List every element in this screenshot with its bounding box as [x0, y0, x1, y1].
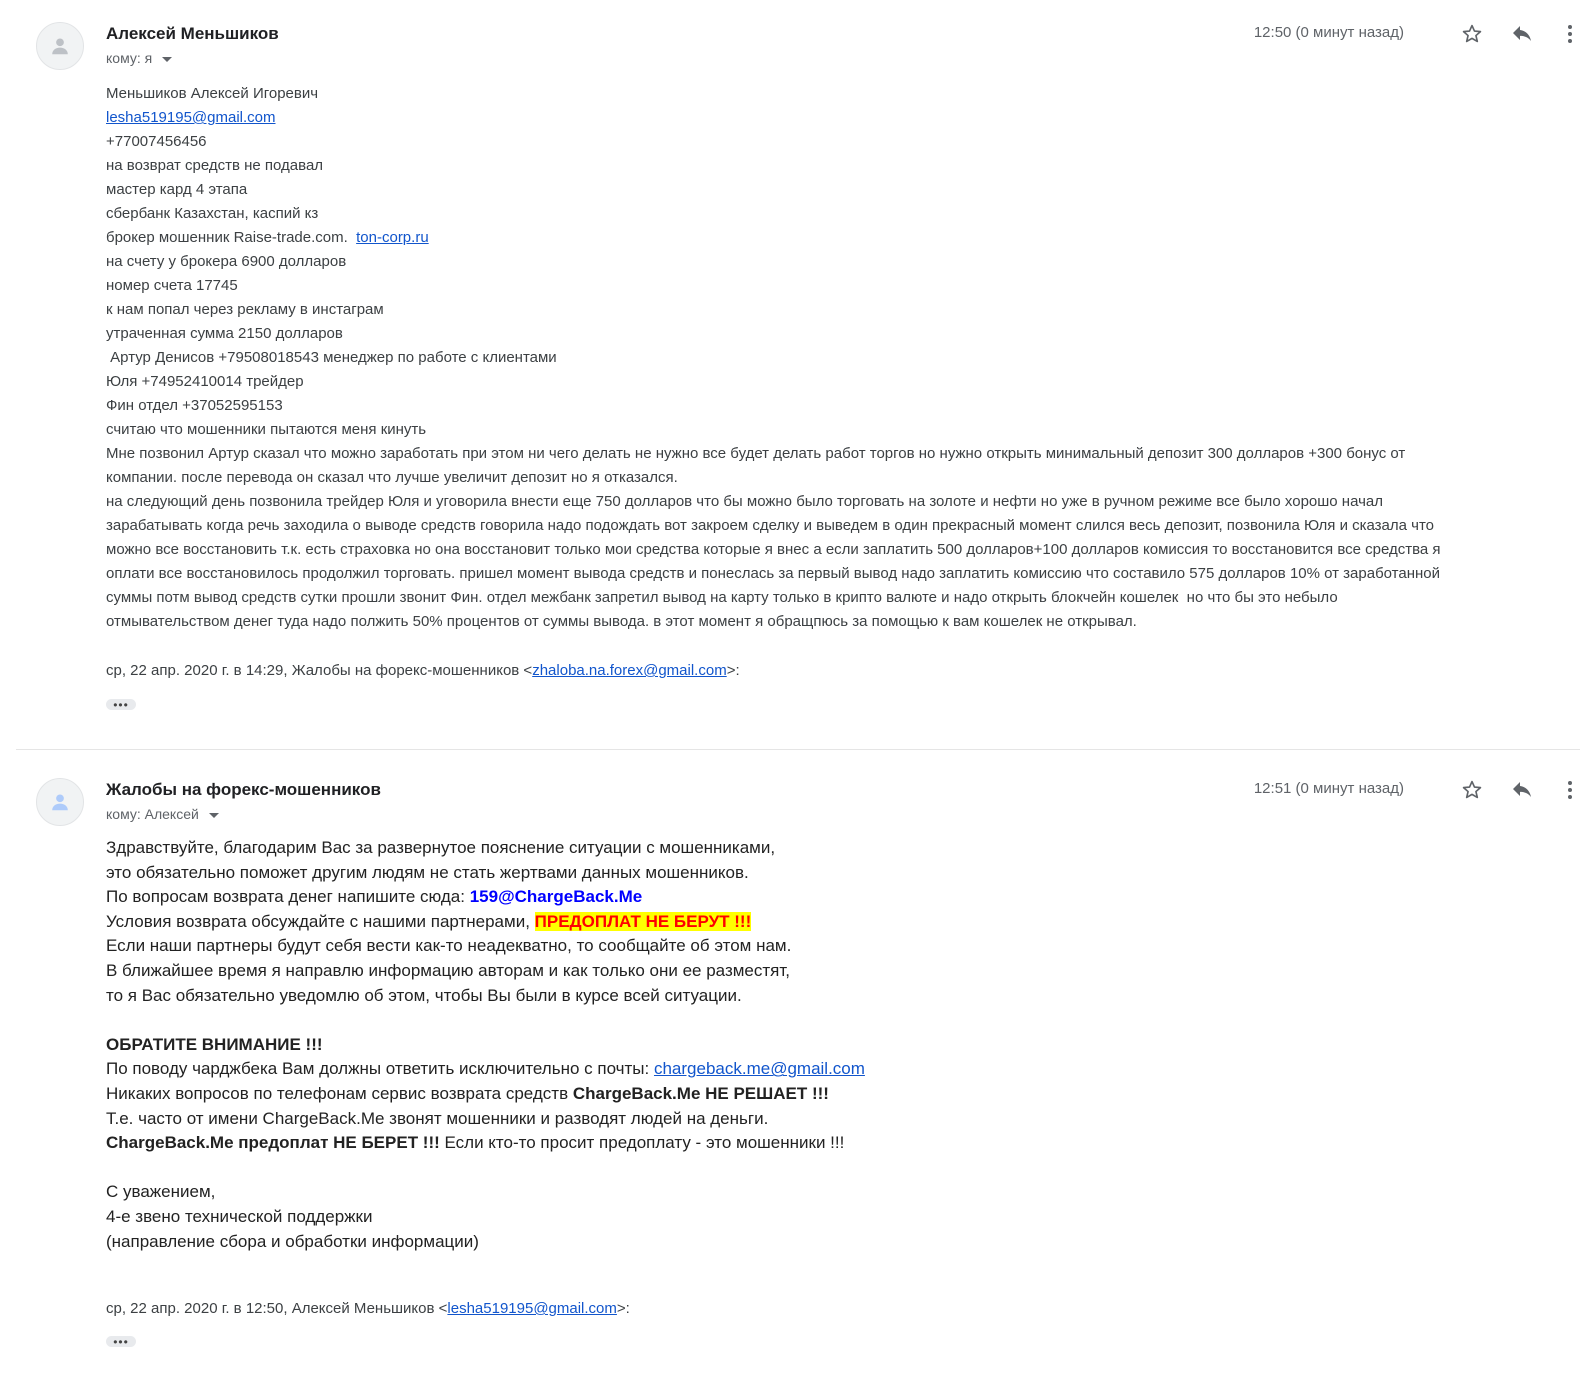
signature-line: (направление сбора и обработки информации) — [106, 1231, 479, 1251]
support-email[interactable]: 159@ChargeBack.Me — [469, 887, 643, 907]
blank-line — [106, 1008, 1206, 1033]
recipient-label: кому: я — [106, 50, 153, 66]
body-line: Никаких вопросов по телефонам сервис возврата средств — [106, 1083, 573, 1103]
message-timestamp: 12:51 (0 минут назад) — [1253, 780, 1404, 797]
body-line: сбербанк Казахстан, каспий кз — [106, 205, 319, 222]
message-body — [106, 836, 1206, 1254]
bold-text: ChargeBack.Me предоплат НЕ БЕРЕТ !!! — [106, 1133, 440, 1153]
body-line: номер счета 17745 — [106, 277, 238, 294]
recipient-label: кому: Алексей — [106, 806, 199, 822]
recipient-dropdown[interactable] — [106, 806, 219, 822]
message-timestamp: 12:50 (0 минут назад) — [1253, 24, 1404, 41]
blank-line — [106, 1156, 1206, 1181]
ton-corp-link[interactable]: ton-corp.ru — [356, 229, 429, 246]
attention-heading: ОБРАТИТЕ ВНИМАНИЕ !!! — [106, 1034, 323, 1054]
signature-line: 4-е звено технической поддержки — [106, 1206, 373, 1226]
sender-avatar[interactable] — [36, 778, 84, 826]
body-line: +77007456456 — [106, 133, 207, 150]
body-line: Фин отдел +37052595153 — [106, 397, 283, 414]
person-icon — [49, 791, 71, 813]
reply-button[interactable] — [1506, 18, 1538, 50]
quote-suffix: >: — [726, 662, 740, 679]
person-icon — [49, 35, 71, 57]
body-line: на возврат средств не подавал — [106, 157, 324, 174]
body-line: Условия возврата обсуждайте с нашими партнерами, — [106, 911, 535, 931]
bold-text: ChargeBack.Me НЕ РЕШАЕТ !!! — [572, 1083, 829, 1103]
sender-name[interactable]: Алексей Меньшиков — [106, 24, 279, 43]
more-options-button[interactable] — [1554, 774, 1586, 806]
sender-email-link[interactable]: lesha519195@gmail.com — [106, 109, 276, 126]
message-divider — [16, 749, 1580, 750]
ellipsis-icon: ••• — [113, 1334, 129, 1349]
reply-icon — [1510, 22, 1534, 46]
show-trimmed-content-button[interactable] — [106, 699, 136, 710]
reply-icon — [1510, 778, 1534, 802]
body-line: отмывательством денег туда надо полжить 50% процентов от суммы вывода. в этот момент я обращпюсь за помощью к вам кошелек не открывал. — [106, 613, 1137, 630]
body-line: на счету у брокера 6900 долларов — [106, 253, 347, 270]
quoted-header — [106, 1300, 630, 1317]
star-button[interactable] — [1456, 774, 1488, 806]
body-line: В ближайшее время я направлю информацию авторам и как только они ее разместят, — [106, 960, 791, 980]
quote-email-link[interactable]: lesha519195@gmail.com — [447, 1300, 617, 1317]
body-line: можно все восстановить т.к. есть страховка но она восстановит только мои средства которые я внес а если заплатить 500 долларов+100 долларов комиссия то восстановится все средства я — [106, 541, 1441, 558]
body-line: По поводу чарджбека Вам должны ответить исключительно с почты: — [106, 1059, 654, 1079]
body-line: Мне позвонил Артур сказал что можно заработать при этом ни чего делать не нужно все будет делать работ торгов но нужно открыть минимальный депозит 300 долларов +300 бонус от — [106, 445, 1406, 462]
body-line: Если наши партнеры будут себя вести как-то неадекватно, то сообщайте об этом нам. — [106, 936, 792, 956]
body-line: оплати все восстановилось продолжил торговать. пришел момент вывода средств и понеслась за первый вывод надо заплатить комиссию что составило 575 долларов 10% от заработанной — [106, 565, 1441, 582]
ellipsis-icon: ••• — [113, 697, 129, 712]
star-icon — [1461, 779, 1483, 801]
body-line: Меньшиков Алексей Игоревич — [106, 85, 319, 102]
chevron-down-icon[interactable] — [162, 57, 172, 62]
sender-avatar[interactable] — [36, 22, 84, 70]
more-vert-icon — [1567, 780, 1573, 800]
body-line: то я Вас обязательно уведомлю об этом, чтобы Вы были в курсе всей ситуации. — [106, 985, 742, 1005]
body-line: По вопросам возврата денег напишите сюда: — [106, 887, 470, 907]
star-icon — [1461, 23, 1483, 45]
body-line: Артур Денисов +79508018543 менеджер по работе с клиентами — [106, 349, 557, 366]
body-line: зарабатывать когда речь заходила о выводе средств говорила надо подождать вот закроем сделку и выведем в один прекрасный момент слился весь депозит, позвонила Юля и сказала что — [106, 517, 1435, 534]
body-line: на следующий день позвонила трейдер Юля и уговорила внести еще 750 долларов что бы можно было торговать на золоте и нефти но уже в ручном режиме все было хорошо начал — [106, 493, 1383, 510]
body-line: Если кто-то просит предоплату - это мошенники !!! — [439, 1133, 845, 1153]
show-trimmed-content-button[interactable] — [106, 1336, 136, 1347]
body-line: считаю что мошенники пытаются меня кинуть — [106, 421, 427, 438]
chargeback-email-link[interactable]: chargeback.me@gmail.com — [653, 1059, 865, 1079]
more-vert-icon — [1567, 24, 1573, 44]
quote-email-link[interactable]: zhaloba.na.forex@gmail.com — [532, 662, 727, 679]
quote-prefix: ср, 22 апр. 2020 г. в 12:50, Алексей Меньшиков < — [106, 1300, 448, 1317]
body-line: утраченная сумма 2150 долларов — [106, 325, 343, 342]
body-line: Т.е. часто от имени ChargeBack.Me звонят мошенники и разводят людей на деньги. — [106, 1108, 769, 1128]
chevron-down-icon[interactable] — [209, 813, 219, 818]
body-line: компании. после перевода он сказал что лучше увеличит депозит но я отказался. — [106, 469, 678, 486]
body-line: брокер мошенник Raise-trade.com. — [106, 229, 352, 246]
body-line: суммы потм вывод средств сутки прошли звонит Фин. отдел межбанк запретил вывод на карту только в крипто валюте и надо открыть блокчейн кошелек но что бы это небыло — [106, 589, 1338, 606]
quote-prefix: ср, 22 апр. 2020 г. в 14:29, Жалобы на форекс-мошенников < — [106, 662, 533, 679]
reply-button[interactable] — [1506, 774, 1538, 806]
message-body — [106, 82, 1566, 634]
body-line: Здравствуйте, благодарим Вас за развернутое пояснение ситуации с мошенниками, — [106, 838, 776, 857]
quote-suffix: >: — [616, 1300, 630, 1317]
recipient-dropdown[interactable] — [106, 50, 172, 66]
body-line: Юля +74952410014 трейдер — [106, 373, 304, 390]
more-options-button[interactable] — [1554, 18, 1586, 50]
signature-line: С уважением, — [106, 1182, 216, 1202]
star-button[interactable] — [1456, 18, 1488, 50]
body-line: мастер кард 4 этапа — [106, 181, 248, 198]
sender-name[interactable]: Жалобы на форекс-мошенников — [106, 780, 381, 799]
body-line: к нам попал через рекламу в инстаграм — [106, 301, 384, 318]
warning-highlight: ПРЕДОПЛАТ НЕ БЕРУТ !!! — [534, 911, 752, 931]
quoted-header — [106, 662, 740, 679]
body-line: это обязательно поможет другим людям не стать жертвами данных мошенников. — [106, 862, 749, 882]
